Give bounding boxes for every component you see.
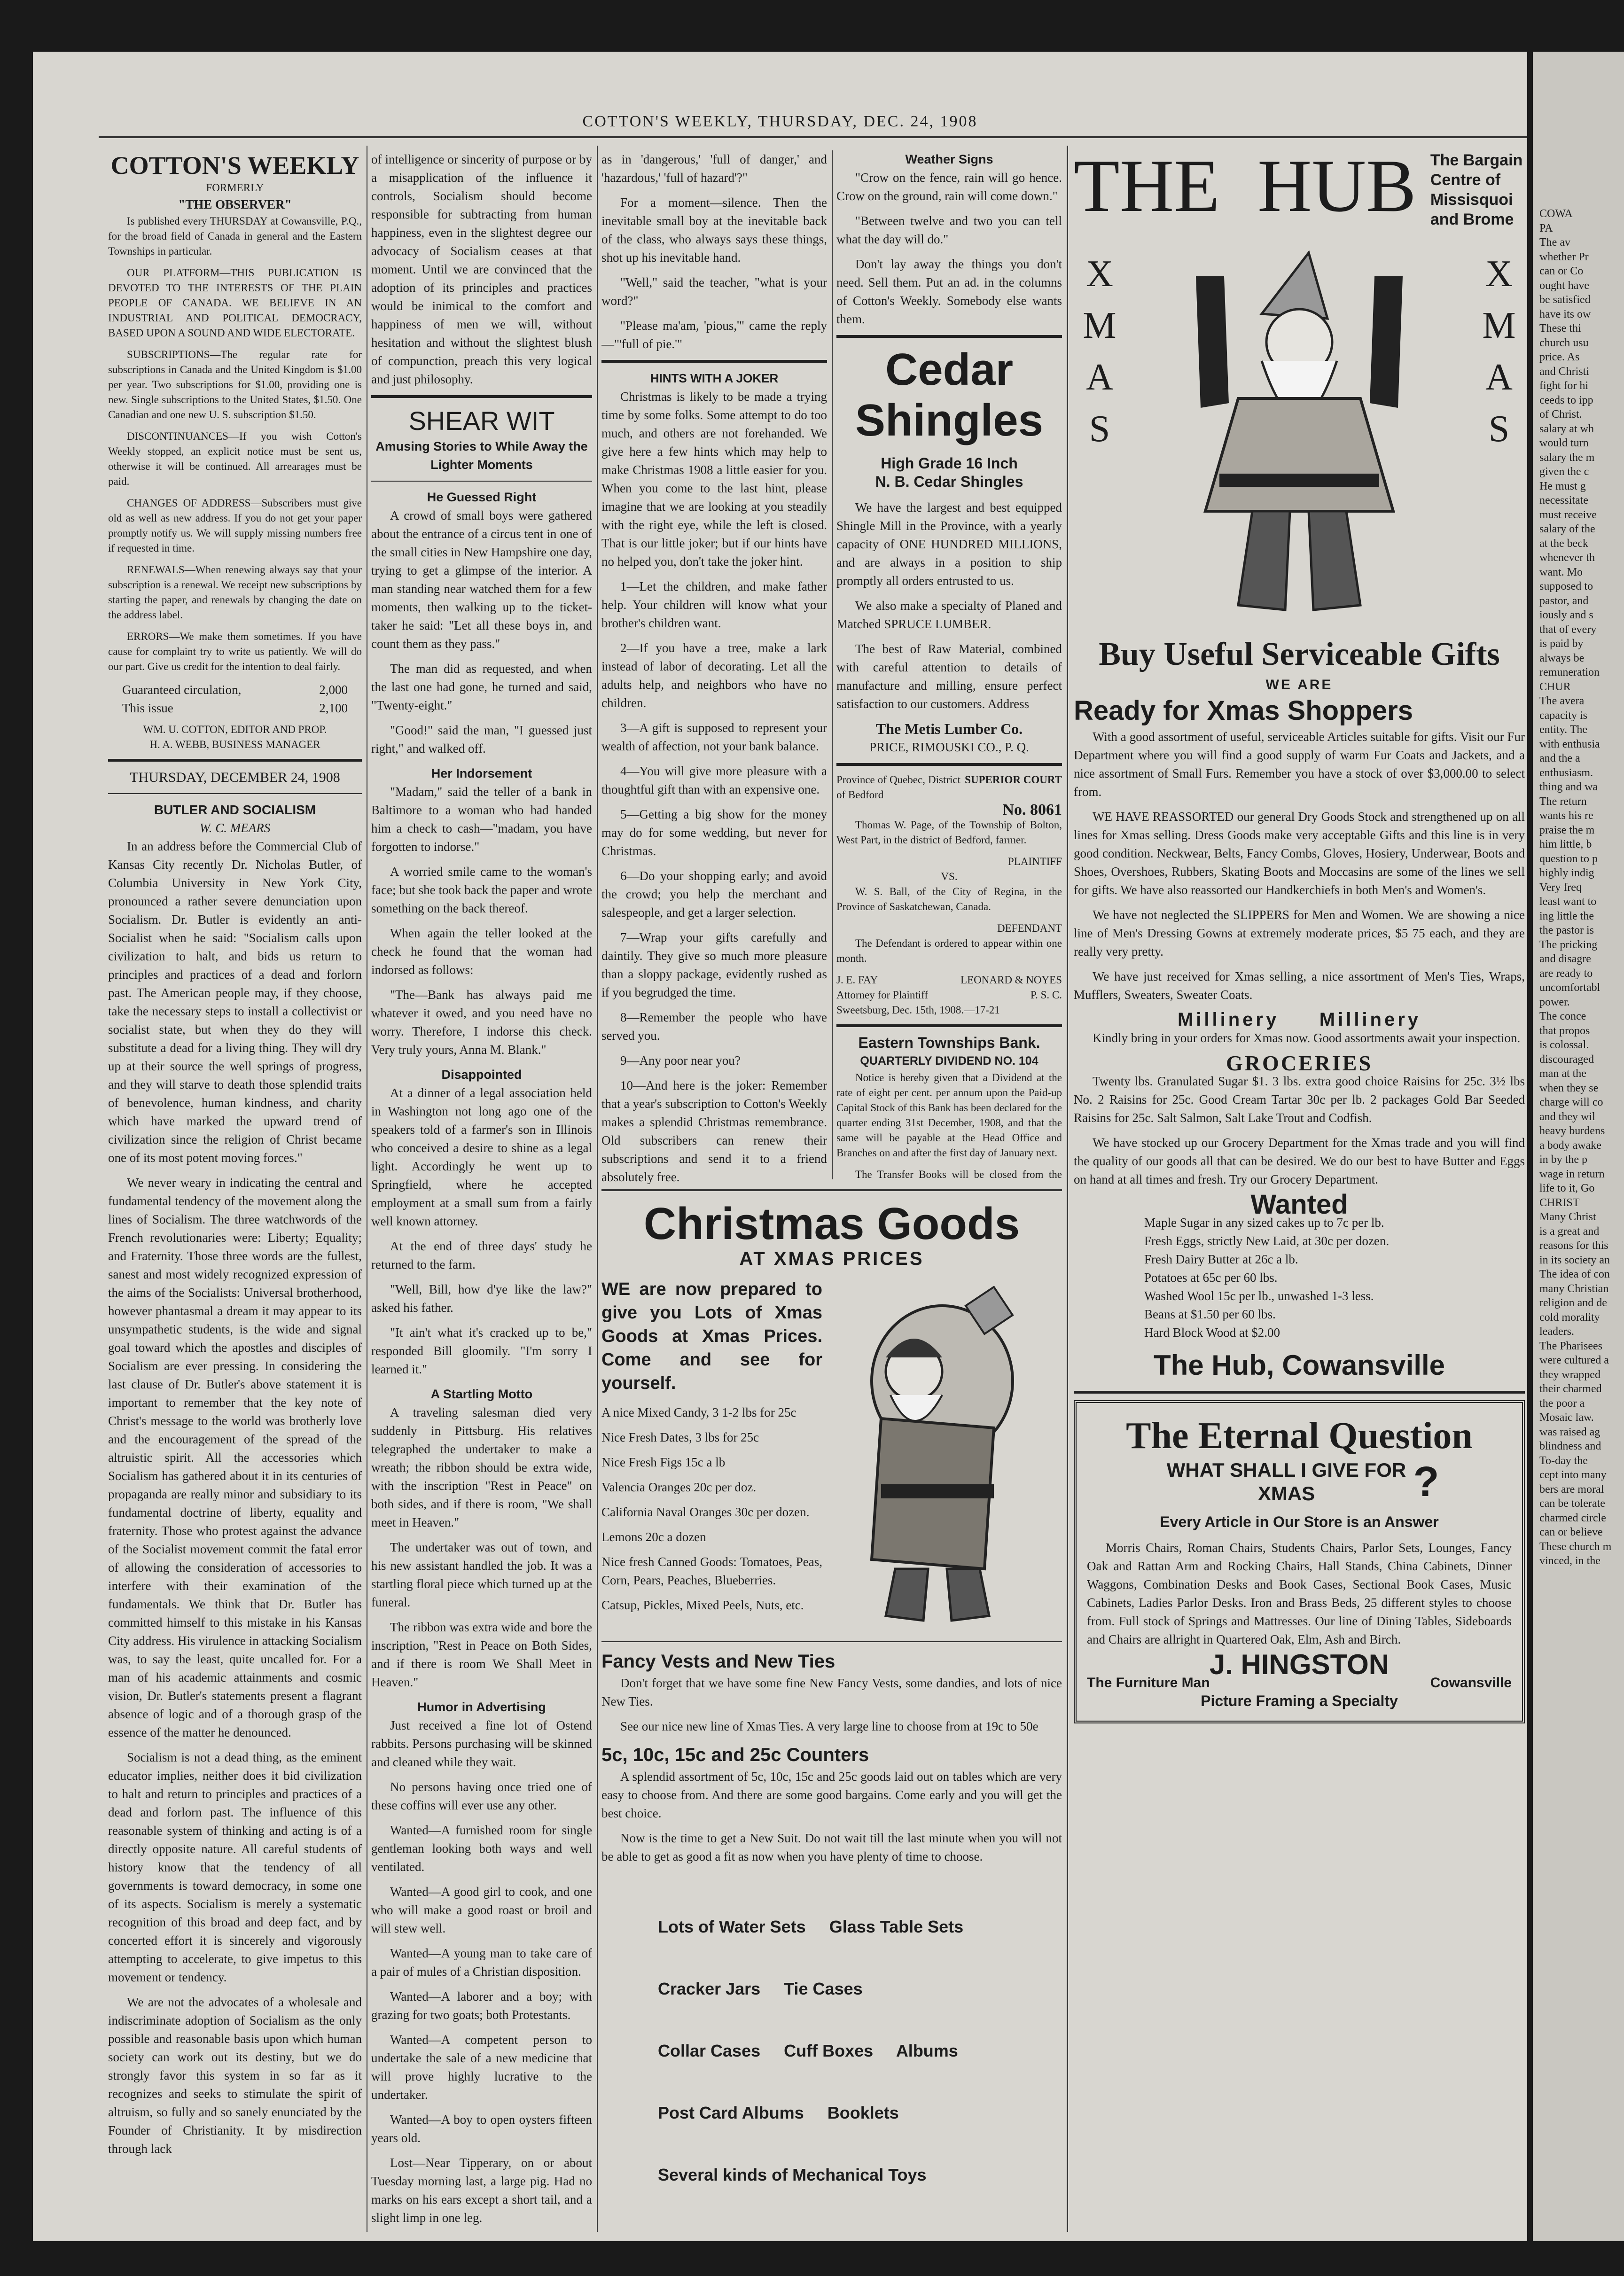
strip-line: at the beck xyxy=(1539,537,1588,550)
strip-line: in its society an xyxy=(1539,1254,1610,1266)
strip-line: iously and s xyxy=(1539,609,1593,621)
strip-line: religion and de xyxy=(1539,1297,1607,1309)
hints-intro: Christmas is likely to be made a trying time by some folks. Some attempt to do too much, and others are not forehanded. We give here a few hints which may help to make Christmas 1908 a little easier for you. When you come to the last hint, please imagine that we are looking at you steadily with the right eye, while the left is closed. That is our little joker; but if our hints have no helped you, don't take the joker hint. xyxy=(601,390,827,569)
strip-line: bers are moral xyxy=(1539,1483,1604,1496)
article-para: We are not the advocates of a wholesale and indiscriminate adoption of Socialism as the only possible and reasonable basis upon which human society can work out its destiny, but we do strongly favor this system in so far as it recognizes and seeks to stimulate the spirit of altruism, so fully and so sanely enunciated by the Founder of Christianity. It by misdirection through lack xyxy=(108,1995,362,2156)
strip-line: The idea of con xyxy=(1539,1268,1610,1280)
strip-line: ing little the xyxy=(1539,910,1594,922)
strip-line: remuneration xyxy=(1539,666,1600,678)
story-para: Just received a fine lot of Ostend rabbits. Persons purchasing will be skinned and cleaned while they wait. xyxy=(371,1718,592,1769)
story-para: Wanted—A laborer and a boy; with grazing for two goats; both Protestants. xyxy=(371,1989,592,2022)
strip-line: wants his re xyxy=(1539,810,1593,822)
newspaper-page xyxy=(33,52,1527,2241)
masthead-platform: OUR PLATFORM—THIS PUBLICATION IS DEVOTED TO THE INTERESTS OF THE PLAIN PEOPLE OF CANADA. WE BELIEVE IN AN INDUSTRIAL AND POLITICAL DEMOCRACY, BASED UPON A SOUND AND WIDE ELECTORATE. xyxy=(108,267,362,339)
strip-line: heavy burdens xyxy=(1539,1125,1605,1137)
strip-line: be satisfied xyxy=(1539,294,1591,306)
story-para: The undertaker was out of town, and his new assistant handled the job. It was a startling floral piece which turned up at the funeral. xyxy=(371,1540,592,1609)
header-rule xyxy=(99,136,1527,138)
hub-grocery: We have stocked up our Grocery Department for the Xmas trade and you will find the quality of our goods all that can be desired. We do our best to have Butter and Eggs on hand at all times and fresh. Try our Grocery Department. xyxy=(1074,1136,1525,1186)
strip-line: wage in return xyxy=(1539,1168,1605,1180)
wanted-item: Fresh Dairy Butter at 26c a lb. xyxy=(1144,1252,1298,1266)
strip-line: and Christi xyxy=(1539,365,1589,378)
hingston-answer: Every Article in Our Store is an Answer xyxy=(1160,1513,1439,1530)
strip-line: power. xyxy=(1539,996,1570,1008)
strip-line: would turn xyxy=(1539,437,1589,449)
hint-item: 10—And here is the joker: Remember that a year's subscription to Cotton's Weekly makes a splendid Christmas remembrance. Old subscribers can renew their subscriptions and send it to a friend absolutely free. xyxy=(601,1078,827,1184)
vests-text-2: See our nice new line of Xmas Ties. A very large line to choose from at 19c to 50e xyxy=(620,1719,1038,1733)
strip-line: praise the m xyxy=(1539,824,1595,836)
hub-grocery: Twenty lbs. Granulated Sugar $1. 3 lbs. extra good choice Raisins for 25c. 3½ lbs No. 2 Raisins for 25c. Good Cream Tartar 30c per lb. 2 packages Gold Bar Seeded Raisins for 25c. Salt Salmon, Salt Lake Trout and Codfish. xyxy=(1074,1074,1525,1125)
strip-line: salary of the xyxy=(1539,523,1595,535)
strip-line: given the c xyxy=(1539,466,1589,478)
strip-line: their charmed xyxy=(1539,1383,1602,1395)
strip-line: want. Mo xyxy=(1539,566,1583,578)
strip-line: ought have xyxy=(1539,279,1589,292)
ads-column xyxy=(836,150,1062,1184)
story-para: At a dinner of a legal association held in Washington not long ago one of the speakers told of a farmer's son in Illinois who conceived a desire to shine as a legal light. Accordingly he went up to Springfield, where he accepted employment at a small sum from a fairly well known attorney. xyxy=(371,1086,592,1228)
strip-line: whether Pr xyxy=(1539,250,1589,263)
hub-ad xyxy=(1074,150,1525,2232)
masthead-discontinuances: DISCONTINUANCES—If you wish Cotton's Weekly stopped, an explicit notice must be sent us, otherwise it will be continued. All arrearages must be paid. xyxy=(108,430,362,487)
article-author: W. C. MEARS xyxy=(199,821,271,835)
story-para: A crowd of small boys were gathered about the entrance of a circus tent in one of the small cities in New Hampshire one day, trying to get a glimpse of the interior. A man standing near watched them for a few moments, then walking up to the ticket-taker he said: "Let all these boys in, and count them as they pass." xyxy=(371,508,592,651)
miner-item: Nice Fresh Dates, 3 lbs for 25c xyxy=(601,1430,759,1444)
shear-wit-subtitle: Amusing Stories to While Away the Lighter Moments xyxy=(375,439,588,472)
hint-item: 1—Let the children, and make father help. Your children will know what your brother's children want. xyxy=(601,579,827,630)
court-plaintiff-text: Thomas W. Page, of the Township of Bolton, West Part, in the district of Bedford, farmer. xyxy=(836,819,1062,846)
xmas-letter: S xyxy=(1488,408,1510,450)
masthead-formerly: FORMERLY xyxy=(206,182,264,194)
hingston-body: Morris Chairs, Roman Chairs, Students Chairs, Parlor Sets, Lounges, Fancy Oak and Rattan Arm and Rocking Chairs, Hall Stands, China Cabinets, Dinner Waggons, Combination Desks and Book Cases, Sectional Book Cases, Music Cabinets, Ladies Parlor Desks. Iron and Brass Beds, 25 different styles to choose from. Full stock of Springs and Mattresses. Our line of Dining Tables, Sideboards and Chairs are allright in Quartered Oak, Elm, Ash and Birch. xyxy=(1087,1541,1512,1646)
strip-line: always be xyxy=(1539,652,1585,664)
masthead-former-name: "THE OBSERVER" xyxy=(178,197,292,211)
story-title: Disappointed xyxy=(441,1068,522,1082)
hint-item: 3—A gift is supposed to represent your wealth of affection, not your bank balance. xyxy=(601,721,827,753)
xmas-letter: S xyxy=(1089,408,1110,450)
miner-item: Lemons 20c a dozen xyxy=(601,1530,706,1544)
court-plaintiff: PLAINTIFF xyxy=(1007,856,1062,867)
strip-line: and they wil xyxy=(1539,1110,1595,1123)
strip-line: with enthusia xyxy=(1539,738,1600,750)
bank-transfer: The Transfer Books will be closed from the xyxy=(855,1169,1062,1180)
strip-line: entity. The xyxy=(1539,724,1587,736)
story-para: When again the teller looked at the check he found that the woman had indorsed as follows: xyxy=(371,926,592,977)
story-para: "Good!" said the man, "I guessed just right," and walked off. xyxy=(371,723,592,756)
story-para: Wanted—A young man to take care of a pair of mules of a Christian disposition. xyxy=(371,1946,592,1979)
masthead-intro: Is published every THURSDAY at Cowansville, P.Q., for the broad field of Canada in general and the Eastern Townships in particular. xyxy=(108,215,362,257)
strip-line: reasons for this xyxy=(1539,1239,1608,1252)
strip-line: can or Co xyxy=(1539,265,1584,277)
story-para: "The—Bank has always paid me whatever it owed, and you need have no worry. Therefore, I indorse this check. Very truly yours, Anna M. Blank." xyxy=(371,988,592,1057)
court-sweetsburg: Sweetsburg, Dec. 15th, 1908.—17-21 xyxy=(836,1004,1000,1016)
story-para: Lost—Near Tipperary, on or about Tuesday morning last, a large pig. Had no marks on his ears except a short tail, and a slight limp in one leg. xyxy=(371,2156,592,2225)
court-fay: J. E. FAY xyxy=(836,974,878,986)
hint-item: 9—Any poor near you? xyxy=(620,1053,741,1068)
strip-line: can be tolerate xyxy=(1539,1497,1605,1510)
court-number: No. 8061 xyxy=(1002,801,1062,818)
masthead-subscriptions: SUBSCRIPTIONS—The regular rate for subscriptions in Canada and the United Kingdom is $1.00 per year. Two subscriptions for $1.00, providing one is new. Single subscriptions to the United States, $1.50. One Canadian and one new U. S. subscription $1.50. xyxy=(108,349,362,421)
santa-sack-icon xyxy=(843,1278,1041,1635)
strip-line: CHUR xyxy=(1539,680,1571,693)
hub-groceries: GROCERIES xyxy=(1226,1051,1373,1075)
strip-line: fight for hi xyxy=(1539,380,1588,392)
story-title: Humor in Advertising xyxy=(417,1700,546,1714)
xmas-letter: X xyxy=(1086,253,1113,295)
court-province: Province of Quebec, District of Bedford xyxy=(836,774,960,801)
hingston-town: Cowansville xyxy=(1430,1675,1512,1691)
strip-line: These church m xyxy=(1539,1540,1612,1553)
strip-line: ceeds to ipp xyxy=(1539,394,1593,406)
strip-line: The av xyxy=(1539,236,1570,249)
story-para: Wanted—A good girl to cook, and one who will make a good roast or broil and will stew well. xyxy=(371,1885,592,1935)
hint-item: 7—Wrap your gifts carefully and daintily. They give so much more pleasure than a sloppy package, evidently rushed as if you begrudged the time. xyxy=(601,930,827,999)
strip-line: a body awake xyxy=(1539,1139,1601,1152)
manager-line: H. A. WEBB, BUSINESS MANAGER xyxy=(149,739,320,750)
strip-line: leaders. xyxy=(1539,1325,1574,1338)
strip-line: in by the p xyxy=(1539,1154,1587,1166)
hint-item: 6—Do your shopping early; and avoid the crowd; you help the merchant and salespeople, and get a larger selection. xyxy=(601,869,827,920)
article-continued: of intelligence or sincerity of purpose or by a misapplication of the influence it controls, Socialism should become responsible for subtracting from human happiness, even in the slightest degree our advocacy of Socialism ceases at that moment. Until we are convinced that the adoption of its principles and practices would be inimical to the comfort and happiness of men we will, without hesitation and without the slightest blush of compunction, preach this very logical and just philosophy. xyxy=(371,152,592,386)
strip-line: is a great and xyxy=(1539,1225,1600,1238)
article-para: Socialism is not a dead thing, as the eminent educator implies, neither does it bid civilization to halt and return to principles and practices of a dead and forlorn past. The influence of this reasonable system of thinking and acting is of a directly opposite nature. All careful students of history know that the tendency of all governments is toward democracy, in some one of its aspects. Socialism is merely a systematic recognition of this broad and deep fact, and by concerted effort it is sincerely and vigorously attempting to accelerate, to give impetus to this movement or tendency. xyxy=(108,1750,362,1984)
strip-line: salary the m xyxy=(1539,451,1595,464)
story-para: The man did as requested, and when the last one had gone, he turned and said, "Twenty-eight." xyxy=(371,662,592,712)
cedar-body: The best of Raw Material, combined with careful attention to details of manufacture and milling, ensure perfect satisfaction to our customers. Address xyxy=(836,642,1062,711)
hub-para: We have just received for Xmas selling, a nice assortment of Men's Ties, Wraps, Mufflers, Sweaters, Sweater Coats. xyxy=(1074,969,1525,1002)
bank-title: Eastern Townships Bank. xyxy=(858,1034,1040,1051)
strip-line: supposed to xyxy=(1539,580,1593,592)
wanted-item: Potatoes at 65c per 60 lbs. xyxy=(1144,1271,1278,1285)
story-para: "Please ma'am, 'pious,'" came the reply—"'full of pie.'" xyxy=(601,319,827,351)
strip-line: enthusiasm. xyxy=(1539,766,1593,779)
strip-line: necessitate xyxy=(1539,494,1588,507)
court-ps: P. S. C. xyxy=(1030,989,1062,1001)
story-para: A traveling salesman died very suddenly in Pittsburg. His relatives telegraphed the undertaker to make a wreath; the ribbon should be extra wide, with the inscription "Rest in Peace" on both sides, and if there is room, "We shall meet in Heaven." xyxy=(371,1405,592,1529)
wanted-item: Beans at $1.50 per 60 lbs. xyxy=(1144,1307,1276,1321)
editor-line: WM. U. COTTON, EDITOR AND PROP. xyxy=(143,724,327,735)
counters-text: A splendid assortment of 5c, 10c, 15c and 25c goods laid out on tables which are very easy to choose from. And there are some good bargains. Come early and you will get the best choice. xyxy=(601,1769,1062,1820)
strip-line: Many Christ xyxy=(1539,1211,1596,1223)
wanted-item: Washed Wool 15c per lb., unwashed 1-3 less. xyxy=(1144,1289,1374,1303)
issue-label: This issue xyxy=(122,701,173,715)
strip-line: is colossal. xyxy=(1539,1039,1589,1051)
adjacent-page-strip xyxy=(1533,52,1624,2241)
court-name: SUPERIOR COURT xyxy=(965,774,1062,786)
hub-bargain: The Bargain Centre of Missisquoi and Brome xyxy=(1430,151,1523,228)
vests-title: Fancy Vests and New Ties xyxy=(601,1651,835,1672)
story-para: "Well, Bill, how d'ye like the law?" asked his father. xyxy=(371,1282,592,1315)
hingston-ad xyxy=(1074,1400,1525,1723)
hints-title: HINTS WITH A JOKER xyxy=(650,371,779,385)
strip-line: vinced, in the xyxy=(1539,1555,1601,1567)
hint-item: 8—Remember the people who have served you. xyxy=(601,1010,827,1043)
strip-line: salary at wh xyxy=(1539,422,1594,435)
xmas-letter: M xyxy=(1083,305,1116,346)
story-para: For a moment—silence. Then the inevitable small boy at the inevitable back of the class, who always says these things, shot up his inevitable hand. xyxy=(601,195,827,265)
court-defendant-text: W. S. Ball, of the City of Regina, in the Province of Saskatchewan, Canada. xyxy=(836,886,1062,912)
strip-line: Mosaic law. xyxy=(1539,1411,1594,1424)
strip-line: life to it, Go xyxy=(1539,1182,1595,1194)
strip-line: charge will co xyxy=(1539,1096,1603,1108)
issue-value: 2,100 xyxy=(319,701,348,715)
strip-line: PA xyxy=(1539,222,1553,234)
miner-item: A nice Mixed Candy, 3 1-2 lbs for 25c xyxy=(601,1405,796,1419)
article-para: In an address before the Commercial Club of Kansas City recently Dr. Nicholas Butler, of Columbia University in New York City, pronounced a rather severe denunciation upon Socialism. Dr. Butler is evidently an anti-Socialist when he said: "Socialism calls upon civilization to halt, and bids us return to principles and practices of a dead and forlorn past. The American people may, if they choose, take the necessary steps to install a collectivist or socialist state, but when they do they will substitute a dead for a living thing. They will dry up at their source the well springs of progress, and they will starve to death those splendid traits of benevolence, human kindness, and charity which have marked the upward trend of civilization since the religion of Christ became one of its most potent moving forces." xyxy=(108,839,362,1165)
strip-line: uncomfortabl xyxy=(1539,982,1601,994)
miner-lot: Collar Cases Cuff Boxes Albums xyxy=(658,2041,958,2060)
strip-line: These thi xyxy=(1539,322,1581,335)
dateline: THURSDAY, DECEMBER 24, 1908 xyxy=(130,770,340,785)
strip-line: must receive xyxy=(1539,508,1597,521)
cedar-company: The Metis Lumber Co. xyxy=(875,720,1023,737)
hub-the: THE xyxy=(1074,150,1220,227)
strip-line: church usu xyxy=(1539,336,1589,349)
strip-line: The pricking xyxy=(1539,938,1598,951)
xmas-letter: M xyxy=(1482,305,1516,346)
strip-line: when they se xyxy=(1539,1082,1599,1094)
strip-line: whenever th xyxy=(1539,552,1595,564)
strip-line: were cultured a xyxy=(1539,1354,1609,1366)
strip-line: can or believe xyxy=(1539,1526,1603,1538)
strip-line: The return xyxy=(1539,795,1587,808)
story-para: Wanted—A competent person to undertake the sale of a new medicine that will prove highly lucrative to the undertaker. xyxy=(371,2033,592,2102)
weather-item: "Between twelve and two you can tell what the day will do." xyxy=(836,214,1062,246)
strip-line: that propos xyxy=(1539,1024,1590,1037)
strip-line: the poor a xyxy=(1539,1397,1585,1410)
miner-intro: WE are now prepared to give you Lots of Xmas Goods at Xmas Prices. Come and see for yourself. xyxy=(601,1279,822,1393)
court-defendant: DEFENDANT xyxy=(997,922,1062,934)
strip-line: him little, b xyxy=(1539,838,1592,850)
xmas-letter: A xyxy=(1485,357,1513,398)
hub-millinery-text: Kindly bring in your orders for Xmas now. Good assortments await your inspection. xyxy=(1093,1031,1521,1045)
strip-line: and disagre xyxy=(1539,953,1591,965)
wanted-item: Maple Sugar in any sized cakes up to 7c per lb. xyxy=(1144,1216,1384,1230)
court-order: The Defendant is ordered to appear within one month. xyxy=(836,937,1062,964)
strip-line: The Pharisees xyxy=(1539,1340,1602,1352)
hub-ready: Ready for Xmas Shoppers xyxy=(1074,695,1413,726)
hub-para: With a good assortment of useful, serviceable Articles suitable for gifts. Visit our Fur Department where you will find a good supply of warm Fur Coats and Jackets, and a nice assortment of Small Furs. Remember you have a stock of over $3,000.00 to select from. xyxy=(1074,730,1525,799)
humor-column xyxy=(371,150,592,2232)
story-para: "Madam," said the teller of a bank in Baltimore to a woman who had handed him a check to cash—"madam, you have forgotten to indorse." xyxy=(371,785,592,854)
story-continued: as in 'dangerous,' 'full of danger,' and 'hazardous,' 'full of hazard'?" xyxy=(601,152,827,185)
cedar-title: Cedar xyxy=(885,344,1014,395)
column-rule xyxy=(1067,146,1068,2232)
story-para: A worried smile came to the woman's face; but she took back the paper and wrote something on the back thereof. xyxy=(371,865,592,915)
story-para: No persons having once tried one of these coffins will ever use any other. xyxy=(371,1780,592,1812)
strip-line: charmed circle xyxy=(1539,1512,1606,1524)
wanted-item: Fresh Eggs, strictly New Laid, at 30c per dozen. xyxy=(1144,1234,1390,1248)
hub-footer: The Hub, Cowansville xyxy=(1153,1349,1445,1381)
miner-item: Catsup, Pickles, Mixed Peels, Nuts, etc. xyxy=(601,1598,804,1612)
cedar-body: We have the largest and best equipped Shingle Mill in the Province, with a yearly capacity of ONE HUNDRED MILLIONS, and are always in a position to ship promptly all orders entrusted to us. xyxy=(836,500,1062,588)
section-rule xyxy=(601,1189,1062,1191)
miner-item: Valencia Oranges 20c per doz. xyxy=(601,1480,757,1494)
strip-line: discouraged xyxy=(1539,1053,1594,1066)
hingston-framing: Picture Framing a Specialty xyxy=(1201,1692,1398,1709)
counters-title: 5c, 10c, 15c and 25c Counters xyxy=(601,1745,869,1765)
hingston-qmark: ? xyxy=(1413,1458,1439,1505)
strip-line: they wrapped xyxy=(1539,1368,1601,1381)
article-para: We never weary in indicating the central and fundamental tendency of the movement along the lines of Socialism. The three watchwords of the French revolutionaries were: Liberty; Equality; and Fraternity. Those three words are the fullest, sanest and most widely recognized expression of the aims of the Socialists: Universal brotherhood, however phantasmal a dream it may appear to its unsympathetic students, is the wide and signal goal toward which the apostles and disciples of Socialism are ever pressing. In considering the last clause of Dr. Butler's above statement it is important to remember that the key note of Christ's message to the world was brotherly love and the encouragement of the spread of the altruistic spirit. All the accessories which Socialism has gathered about it in its centuries of propaganda are really minor and subsidiary to its fundamental doctrine of liberty, equality and fraternity. Those who protest against the advance of the Socialist movement commit the fatal error of allowing the consideration of accessories to interfere with their examination of the fundamentals. We think that Dr. Butler has committed himself to this mistake in his Kansas City address. His virulence in attacking Socialism was, to say the least, quite uncalled for. For a man of his academic attainments and cosmic vision, Dr. Butler's statements present a flagrant absence of logic and of a thorough grasp of the essence of the matter he denounced. xyxy=(108,1176,362,1739)
strip-line: are ready to xyxy=(1539,967,1593,980)
weather-title: Weather Signs xyxy=(905,152,993,166)
shear-wit-title: SHEAR WIT xyxy=(408,406,555,436)
miner-subtitle: AT XMAS PRICES xyxy=(739,1248,924,1269)
hub-para: We have not neglected the SLIPPERS for Men and Women. We are showing a nice line of Men's Dressing Gowns at extremely moderate prices, $5 75 each, and they are really very pretty. xyxy=(1074,908,1525,959)
strip-line: least want to xyxy=(1539,896,1597,908)
cedar-sub-2: N. B. Cedar Shingles xyxy=(875,473,1023,490)
circulation-value: 2,000 xyxy=(319,683,348,697)
strip-line: blindness and xyxy=(1539,1440,1601,1452)
strip-line: that of every xyxy=(1539,623,1597,636)
miner-title: Christmas Goods xyxy=(643,1199,1020,1249)
article-title: BUTLER AND SOCIALISM xyxy=(154,803,316,817)
strip-line: pastor, and xyxy=(1539,594,1589,607)
hub-buy: Buy Useful Serviceable Gifts xyxy=(1099,636,1500,672)
strip-line: and the a xyxy=(1539,752,1580,764)
hint-item: 4—You will give more pleasure with a thoughtful gift than with an expensive one. xyxy=(601,764,827,796)
court-leonard: LEONARD & NOYES xyxy=(960,974,1062,986)
strip-line: is paid by xyxy=(1539,638,1584,650)
wanted-item: Hard Block Wood at $2.00 xyxy=(1144,1325,1280,1340)
hub-millinery: Millinery Millinery xyxy=(1177,1009,1421,1030)
miner-ad xyxy=(601,1198,1062,2232)
miner-lot: Cracker Jars Tie Cases xyxy=(658,1979,863,1998)
miner-lot: Lots of Water Sets Glass Table Sets xyxy=(658,1917,964,1936)
strip-line: COWA xyxy=(1539,208,1573,220)
story-para: Wanted—A furnished room for single gentleman looking both ways and well ventilated. xyxy=(371,1823,592,1874)
story-title: He Guessed Right xyxy=(427,490,537,504)
masthead-errors: ERRORS—We make them sometimes. If you have cause for complaint try to write us patiently. We will do our part. Give us credit for the intention to deal fairly. xyxy=(108,631,362,672)
strip-line: many Christian xyxy=(1539,1282,1609,1295)
miner-lot: Several kinds of Mechanical Toys xyxy=(658,2165,927,2184)
miner-item: California Naval Oranges 30c per dozen. xyxy=(601,1505,810,1519)
santa-stockings-icon xyxy=(1168,248,1431,624)
masthead-address: CHANGES OF ADDRESS—Subscribers must give old as well as new address. If you do not get your paper promptly notify us. We will supply missing numbers free if requested in time. xyxy=(108,497,362,554)
hingston-role: The Furniture Man xyxy=(1087,1675,1210,1691)
hub-name: HUB xyxy=(1257,150,1416,227)
hub-we-are: WE ARE xyxy=(1265,677,1333,693)
cedar-title-2: Shingles xyxy=(855,395,1044,445)
strip-line: price. As xyxy=(1539,351,1580,363)
story-para: "Well," said the teacher, "what is your word?" xyxy=(601,275,827,308)
column-rule xyxy=(597,146,598,2232)
miner-item: Nice Fresh Figs 15c a lb xyxy=(601,1455,726,1469)
strip-line: Very freq xyxy=(1539,881,1582,894)
story-para: Wanted—A boy to open oysters fifteen years old. xyxy=(371,2112,592,2145)
hints-column xyxy=(601,150,827,1184)
circulation-label: Guaranteed circulation, xyxy=(122,683,242,697)
story-para: "It ain't what it's cracked up to be," responded Bill gloomily. "I'm sorry I learned it." xyxy=(371,1325,592,1376)
vests-text: Don't forget that we have some fine New Fancy Vests, some dandies, and lots of nice New Ties. xyxy=(601,1676,1062,1708)
strip-line: CHRIST xyxy=(1539,1196,1580,1209)
masthead-title: COTTON'S WEEKLY xyxy=(110,151,359,179)
strip-line: thing and wa xyxy=(1539,781,1598,793)
bank-dividend: QUARTERLY DIVIDEND NO. 104 xyxy=(860,1054,1038,1068)
story-title: Her Indorsement xyxy=(431,766,532,780)
bank-notice: Notice is hereby given that a Dividend at the rate of eight per cent. per annum upon the Paid-up Capital Stock of this Bank has been declared for the quarter ending 31st December, 1908, and that the same will be payable at the Head Office and Branches on and after the first day of January next. xyxy=(836,1072,1062,1159)
strip-line: He must g xyxy=(1539,480,1586,492)
miner-item: Nice fresh Canned Goods: Tomatoes, Peas, Corn, Pears, Peaches, Blueberries. xyxy=(601,1555,822,1587)
strip-line: The conce xyxy=(1539,1010,1586,1022)
cedar-place: PRICE, RIMOUSKI CO., P. Q. xyxy=(869,740,1029,754)
hub-para: WE HAVE REASSORTED our general Dry Goods Stock and strengthened up on all lines for Xmas selling. Dress Goods make very acceptable Gifts and this line is in very good condition. Neckwear, Belts, Fancy Combs, Gloves, Hosiery, Underwear, Boots and Shoes, Overshoes, Rubbers, Skating Boots and Moccasins are some of the lines we sell for gifts. We have also reassorted our Handkerchiefs in both Men's and Women's. xyxy=(1074,810,1525,897)
hingston-question: WHAT SHALL I GIVE FOR XMAS xyxy=(1166,1459,1406,1504)
xmas-letter: A xyxy=(1086,357,1113,398)
strip-line: have its ow xyxy=(1539,308,1591,320)
cedar-sub: High Grade 16 Inch xyxy=(881,455,1018,472)
strip-line: The avera xyxy=(1539,695,1585,707)
masthead-column xyxy=(108,150,362,2232)
santa-illustration xyxy=(822,1278,1062,1635)
hint-item: 2—If you have a tree, make a lark instead of labor of decorating. Let all the adults help, and neighbors who have no children. xyxy=(601,641,827,710)
strip-line: question to p xyxy=(1539,852,1598,865)
strip-line: of Christ. xyxy=(1539,408,1582,421)
strip-line: To-day the xyxy=(1539,1454,1588,1467)
hingston-title: The Eternal Question xyxy=(1126,1415,1473,1457)
xmas-letter: X xyxy=(1485,253,1513,295)
strip-line: capacity is xyxy=(1539,709,1587,722)
strip-line: highly indig xyxy=(1539,867,1594,879)
strip-line: man at the xyxy=(1539,1068,1586,1080)
court-vs: VS. xyxy=(941,871,958,882)
strip-line: cold morality xyxy=(1539,1311,1600,1324)
hub-wanted: Wanted xyxy=(1250,1189,1348,1220)
weather-item: "Crow on the fence, rain will go hence. Crow on the ground, rain will come down." xyxy=(836,171,1062,203)
hint-item: 5—Getting a big show for the money may do for some wedding, but never for Christmas. xyxy=(601,807,827,858)
counters-text-2: Now is the time to get a New Suit. Do not wait till the last minute when you will not be able to get as good a fit as now when you have plenty of time to choose. xyxy=(601,1831,1062,1863)
column-rule xyxy=(832,150,833,1179)
weather-item: Don't lay away the things you don't need. Sell them. Put an ad. in the columns of Cotton's Weekly. Somebody else wants them. xyxy=(836,257,1062,326)
story-para: The ribbon was extra wide and bore the inscription, "Rest in Peace on Both Sides, and if there is room We Shall Meet in Heaven." xyxy=(371,1620,592,1689)
story-para: At the end of three days' study he returned to the farm. xyxy=(371,1239,592,1271)
strip-line: cept into many xyxy=(1539,1469,1607,1481)
story-title: A Startling Motto xyxy=(430,1387,533,1401)
strip-line: the pastor is xyxy=(1539,924,1594,936)
miner-lot: Post Card Albums Booklets xyxy=(658,2103,899,2122)
hingston-name: J. HINGSTON xyxy=(1209,1649,1390,1680)
masthead-renewals: RENEWALS—When renewing always say that your subscription is a renewal. We receipt new subscriptions by starting the paper, and renewals by changing the date on the address label. xyxy=(108,564,362,621)
cedar-body: We also make a specialty of Planed and Matched SPRUCE LUMBER. xyxy=(836,599,1062,631)
running-head: COTTON'S WEEKLY, THURSDAY, DEC. 24, 1908 xyxy=(582,113,978,130)
strip-line: was raised ag xyxy=(1539,1426,1601,1438)
court-fay-role: Attorney for Plaintiff xyxy=(836,989,929,1001)
